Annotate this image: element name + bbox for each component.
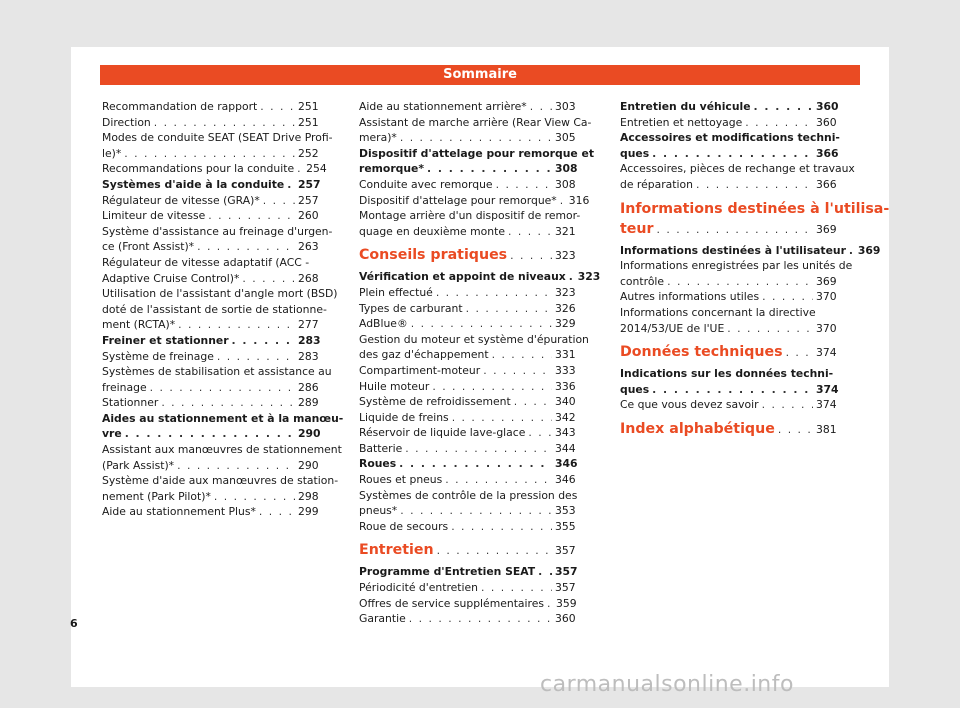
- toc-entry[interactable]: ment (RCTA)* . . . 277: [102, 317, 316, 333]
- toc-entry-line: Accessoires, pièces de rechange et travaux: [620, 162, 855, 176]
- toc-entry[interactable]: Conduite avec remorque . . . 308: [359, 177, 573, 193]
- toc-chapter[interactable]: Données techniques . . . 374: [620, 342, 834, 363]
- section-banner: [100, 65, 860, 85]
- toc-entry[interactable]: pneus* . . . 353: [359, 503, 573, 519]
- toc-section-line: Dispositif d'attelage pour remorque et: [359, 146, 594, 160]
- toc-entry-line: Montage arrière d'un dispositif de remor-: [359, 209, 581, 223]
- toc-entry[interactable]: Garantie . . . 360: [359, 611, 573, 627]
- toc-entry[interactable]: Types de carburant . . . 326: [359, 301, 573, 317]
- toc-entry[interactable]: freinage . . . 286: [102, 380, 316, 396]
- toc-entry[interactable]: de réparation . . . 366: [620, 177, 834, 193]
- toc-entry[interactable]: Ce que vous devez savoir . . . 374: [620, 397, 834, 413]
- toc-entry[interactable]: Limiteur de vitesse . . . 260: [102, 208, 316, 224]
- toc-entry[interactable]: Entretien et nettoyage . . . 360: [620, 115, 834, 131]
- toc-entry-line: Systèmes de stabilisation et assistance au: [102, 365, 332, 379]
- page-number: 6: [70, 617, 78, 630]
- toc-entry-line: Modes de conduite SEAT (SEAT Drive Profi-: [102, 131, 333, 145]
- toc-entry-line: Système d'assistance au freinage d'urgen-: [102, 224, 333, 238]
- toc-section[interactable]: Freiner et stationner . . . 283: [102, 333, 316, 349]
- toc-entry[interactable]: (Park Assist)* . . . 290: [102, 458, 316, 474]
- toc-entry[interactable]: Réservoir de liquide lave-glace . . . 343: [359, 425, 573, 441]
- toc-column-2: [359, 99, 601, 627]
- toc-entry[interactable]: Liquide de freins . . . 342: [359, 410, 573, 426]
- toc-entry[interactable]: Aide au stationnement Plus* . . . 299: [102, 504, 316, 520]
- toc-chapter[interactable]: Conseils pratiques . . . 323: [359, 245, 573, 266]
- toc-section[interactable]: Vérification et appoint de niveaux . . . 323: [359, 269, 573, 285]
- toc-entry[interactable]: Autres informations utiles . . . 370: [620, 289, 834, 305]
- toc-entry[interactable]: Système de freinage . . . 283: [102, 349, 316, 365]
- toc-chapter[interactable]: Entretien . . . 357: [359, 540, 573, 561]
- toc-entry[interactable]: Stationner . . . 289: [102, 395, 316, 411]
- toc-entry[interactable]: Aide au stationnement arrière* . . . 303: [359, 99, 573, 115]
- toc-entry-line: doté de l'assistant de sortie de stationne-: [102, 302, 327, 316]
- toc-section-line: Indications sur les données techni-: [620, 367, 834, 381]
- watermark: carmanualsonline.info: [540, 672, 794, 697]
- toc-section-line: Aides au stationnement et à la manœu-: [102, 411, 344, 425]
- toc-section-line: Accessoires et modifications techni-: [620, 131, 840, 145]
- toc-section[interactable]: ques . . . 366: [620, 146, 834, 162]
- toc-section[interactable]: Programme d'Entretien SEAT . . . 357: [359, 564, 573, 580]
- toc-entry[interactable]: Roue de secours . . . 355: [359, 519, 573, 535]
- toc-entry-line: Système d'aide aux manœuvres de station-: [102, 474, 339, 488]
- toc-entry[interactable]: Offres de service supplémentaires . . . 359: [359, 596, 573, 612]
- toc-section[interactable]: vre . . . 290: [102, 426, 316, 442]
- toc-section[interactable]: Systèmes d'aide à la conduite . . . 257: [102, 177, 316, 193]
- toc-entry[interactable]: AdBlue® . . . 329: [359, 316, 573, 332]
- toc-entry[interactable]: mera)* . . . 305: [359, 130, 573, 146]
- toc-column-1: [102, 99, 344, 520]
- toc-entry[interactable]: Régulateur de vitesse (GRA)* . . . 257: [102, 193, 316, 209]
- toc-entry[interactable]: Système de refroidissement . . . 340: [359, 394, 573, 410]
- toc-entry[interactable]: Huile moteur . . . 336: [359, 379, 573, 395]
- banner-title: Sommaire: [443, 67, 517, 82]
- toc-entry[interactable]: Roues et pneus . . . 346: [359, 472, 573, 488]
- toc-section[interactable]: Roues . . . 346: [359, 456, 573, 472]
- toc-entry[interactable]: Recommandation de rapport . . . 251: [102, 99, 316, 115]
- toc-entry[interactable]: Batterie . . . 344: [359, 441, 573, 457]
- toc-section[interactable]: Informations destinées à l'utilisateur . . . 369: [620, 243, 834, 259]
- toc-entry-line: Utilisation de l'assistant d'angle mort (BSD): [102, 287, 338, 301]
- toc-entry[interactable]: Compartiment-moteur . . . 333: [359, 363, 573, 379]
- toc-entry[interactable]: Dispositif d'attelage pour remorque* . . . 316: [359, 193, 573, 209]
- toc-section[interactable]: ques . . . 374: [620, 382, 834, 398]
- toc-entry-line: Gestion du moteur et système d'épuration: [359, 332, 589, 346]
- toc-chapter[interactable]: Index alphabétique . . . 381: [620, 419, 834, 440]
- toc-entry[interactable]: 2014/53/UE de l'UE . . . 370: [620, 321, 834, 337]
- toc-entry[interactable]: Adaptive Cruise Control)* . . . 268: [102, 271, 316, 287]
- toc-entry-line: Informations concernant la directive: [620, 305, 816, 319]
- toc-entry[interactable]: des gaz d'échappement . . . 331: [359, 347, 573, 363]
- toc-entry-line: Régulateur de vitesse adaptatif (ACC -: [102, 255, 310, 269]
- toc-entry[interactable]: Périodicité d'entretien . . . 357: [359, 580, 573, 596]
- toc-entry-line: Assistant de marche arrière (Rear View Ca-: [359, 115, 592, 129]
- toc-section[interactable]: Entretien du véhicule . . . 360: [620, 99, 834, 115]
- toc-entry-line: Assistant aux manœuvres de stationnement: [102, 443, 342, 457]
- toc-entry[interactable]: Plein effectué . . . 323: [359, 285, 573, 301]
- toc-section[interactable]: remorque* . . . 308: [359, 161, 573, 177]
- toc-entry[interactable]: ce (Front Assist)* . . . 263: [102, 239, 316, 255]
- toc-entry[interactable]: quage en deuxième monte . . . 321: [359, 224, 573, 240]
- toc-entry[interactable]: contrôle . . . 369: [620, 274, 834, 290]
- toc-entry[interactable]: Recommandations pour la conduite . . . 254: [102, 161, 316, 177]
- toc-entry-line: Systèmes de contrôle de la pression des: [359, 488, 578, 502]
- toc-entry[interactable]: nement (Park Pilot)* . . . 298: [102, 489, 316, 505]
- toc-column-3: [620, 99, 890, 443]
- toc-entry[interactable]: Direction . . . 251: [102, 115, 316, 131]
- toc-entry-line: Informations enregistrées par les unités de: [620, 259, 853, 273]
- toc-chapter-line: Informations destinées à l'utilisa-: [620, 200, 890, 217]
- toc-entry[interactable]: le)* . . . 252: [102, 146, 316, 162]
- toc-chapter[interactable]: teur . . . 369: [620, 219, 834, 240]
